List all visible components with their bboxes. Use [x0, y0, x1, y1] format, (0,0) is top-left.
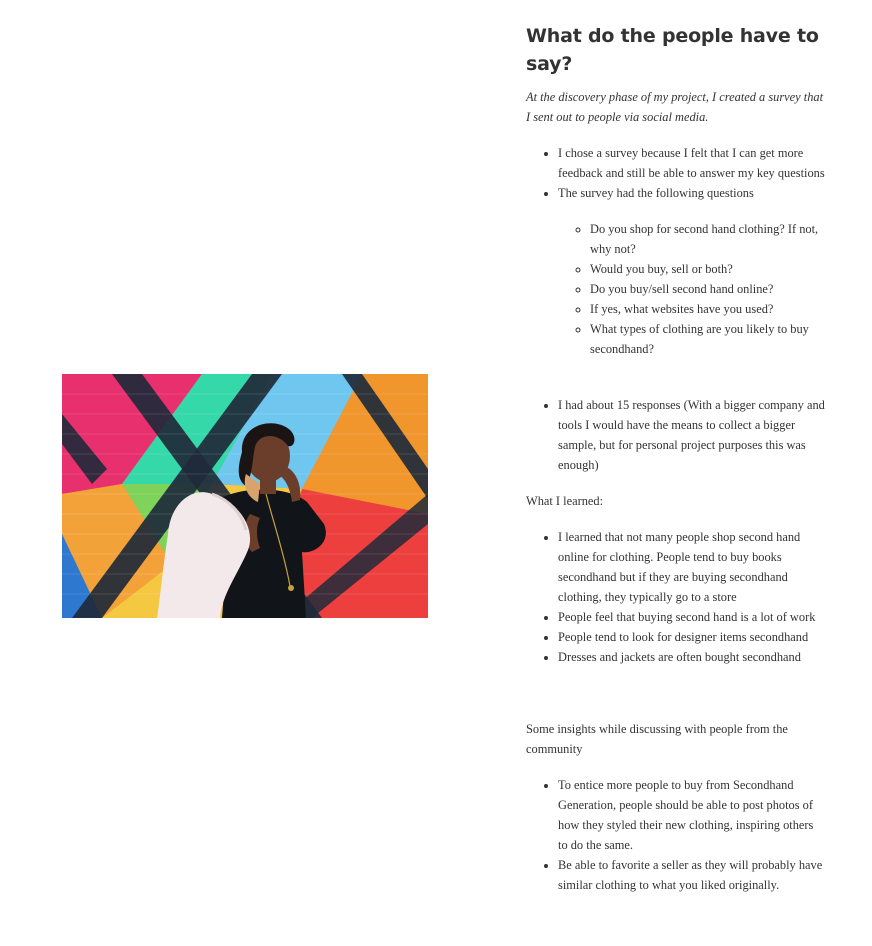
- spacer: [526, 667, 826, 719]
- section-title: What do the people have to say?: [526, 25, 819, 75]
- woman-mural-photo: [62, 374, 428, 618]
- list-item: • I chose a survey because I felt that I can get more feedback and still be able to answer my key questions: [558, 143, 826, 183]
- learned-list: [526, 527, 826, 667]
- list-item: • To entice more people to buy from Secondhand Generation, people should be able to post photos of how they styled their new clothing, inspiring others to do the same.: [558, 775, 826, 855]
- list-item: ◦ Would you buy, sell or both?: [590, 259, 826, 279]
- learned-heading: What I learned:: [526, 494, 604, 508]
- survey-list: [526, 143, 826, 475]
- list-item: ◦ If yes, what websites have you used?: [590, 299, 826, 319]
- list-item-label: The survey had the following questions: [558, 186, 754, 200]
- section-intro: At the discovery phase of my project, I created a survey that I sent out to people via social media.: [526, 90, 824, 124]
- list-item: ◦ Do you shop for second hand clothing? If not, why not?: [590, 219, 826, 259]
- list-item: ◦ Do you buy/sell second hand online?: [590, 279, 826, 299]
- survey-questions-list: [558, 219, 826, 359]
- list-item: • I had about 15 responses (With a bigger company and tools I would have the means to collect a bigger sample, but for personal project purposes this was enough): [558, 395, 826, 475]
- insights-heading: Some insights while discussing with people from the community: [526, 722, 788, 756]
- list-item: • People tend to look for designer items secondhand: [558, 627, 826, 647]
- list-item: • Be able to favorite a seller as they will probably have similar clothing to what you liked originally.: [558, 855, 826, 895]
- list-item: ◦ What types of clothing are you likely to buy secondhand?: [590, 319, 826, 359]
- list-item: • People feel that buying second hand is a lot of work: [558, 607, 826, 627]
- survey-section: [526, 22, 826, 895]
- list-item: • Dresses and jackets are often bought secondhand: [558, 647, 826, 667]
- list-item: [558, 183, 826, 359]
- list-item: • I learned that not many people shop second hand online for clothing. People tend to buy books secondhand but if they are buying secondhand clothing, they typically go to a store: [558, 527, 826, 607]
- insights-list: [526, 775, 826, 895]
